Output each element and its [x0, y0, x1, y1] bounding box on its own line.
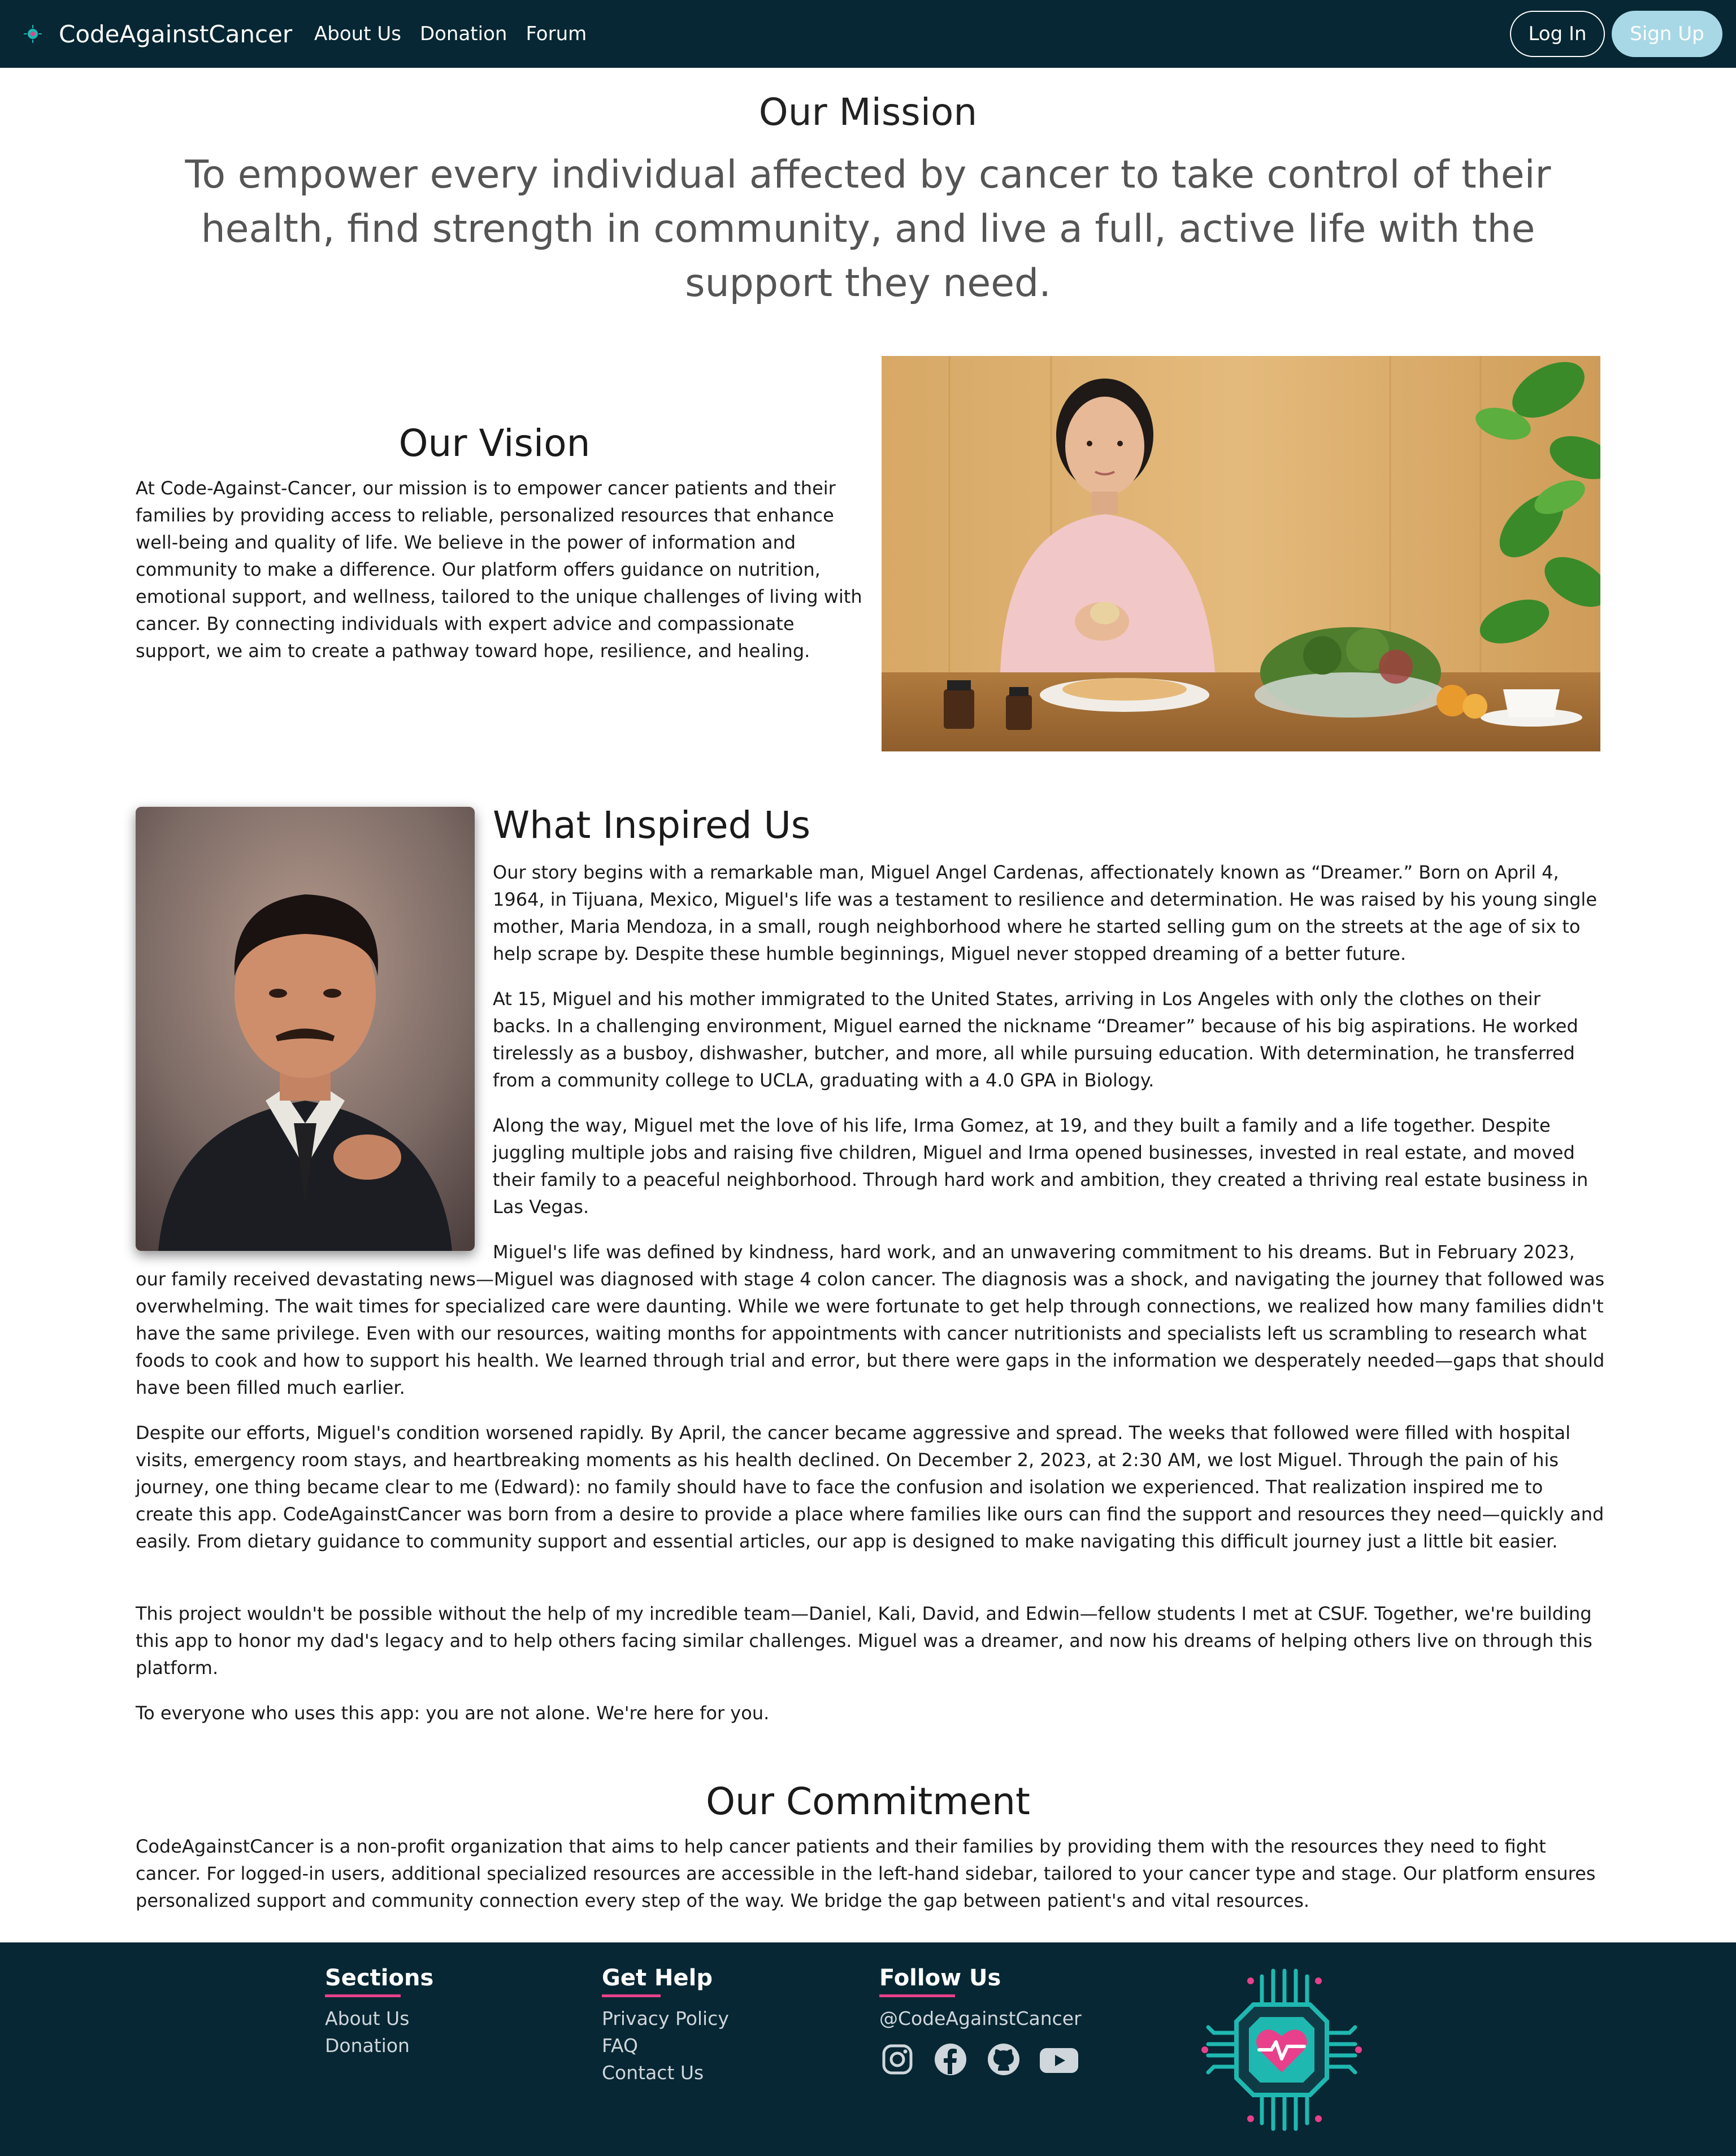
inspired-paragraph: Along the way, Miguel met the love of his life, Irma Gomez, at 19, and they built a family and a life together. Despite juggling multiple jobs and raising five children, Miguel and Irma opened businesses, invested in real estate, and moved their family to a peaceful neighborhood. Through hard work and ambition, they created a thriving real estate business in Las Vegas. [493, 1115, 1589, 1218]
footer-social-handle[interactable]: @CodeAgainstCancer [879, 2007, 1082, 2029]
footer-title-underline [602, 1994, 661, 1997]
mission-statement: To empower every individual affected by cancer to take control of their health, find strength in community, and live a full, active life with the support they need. [185, 153, 1551, 306]
miguel-portrait-photo [136, 807, 475, 1251]
inspired-paragraph: At 15, Miguel and his mother immigrated to the United States, arriving in Los Angeles with only the clothes on their backs. In a challenging environment, Miguel earned the nickname “Dreamer” because of his big aspirations. He worked tirelessly as a busboy, dishwasher, butcher, and more, all while pursuing education. With determination, he transferred from a community college to UCLA, graduating with a 4.0 GPA in Biology. [493, 988, 1578, 1091]
vision-photo-illustration [882, 356, 1600, 751]
youtube-icon[interactable] [1039, 2041, 1079, 2077]
footer-sections-column [325, 1965, 433, 2059]
github-icon[interactable] [986, 2041, 1022, 2077]
commitment-text: CodeAgainstCancer is a non-profit organization that aims to help cancer patients and their families by providing them with the resources they need to fight cancer. For logged-in users, additional specialized resources are accessible in the left-hand sidebar, tailored to your cancer type and stage. Our platform ensures personalized support and community connection every step of the way. We bridge the gap between patient's and vital resources. [136, 1836, 1596, 1911]
commitment-heading: Our Commitment [706, 1780, 1030, 1823]
social-icons-row [879, 2041, 1082, 2077]
footer-help-title: Get Help [602, 1965, 713, 1991]
footer [0, 1942, 1736, 2156]
nav-link-forum[interactable]: Forum [526, 23, 587, 45]
footer-link-faq[interactable]: FAQ [602, 2035, 638, 2057]
footer-follow-title: Follow Us [879, 1965, 1001, 1991]
footer-help-column [602, 1965, 729, 2087]
inspired-paragraph: Miguel's life was defined by kindness, hard work, and an unwavering commitment to his dreams. But in February 2023, our family received devastating news—Miguel was diagnosed with stage 4 colon cancer. The diagnosis was a shock, and navigating the journey that followed was overwhelming. The wait times for specialized care were daunting. While we were fortunate to get help through connections, we realized how many families didn't have the same privilege. Even with our resources, waiting months for appointments with cancer nutritionists and specialists left us scrambling to research what foods to cook and how to support his health. We learned through trial and error, but there were gaps in the information we desperately needed—gaps that should have been filled much earlier. [136, 1241, 1605, 1398]
nav-link-about-us[interactable]: About Us [314, 23, 401, 45]
vision-text: At Code-Against-Cancer, our mission is to empower cancer patients and their families by providing access to reliable, personalized resources that enhance well-being and quality of life. We believe in the power of information and community to make a difference. Our platform offers guidance on nutrition, emotional support, and wellness, tailored to the unique challenges of living with cancer. By connecting individuals with expert advice and compassionate support, we aim to create a pathway toward hope, resilience, and healing. [136, 477, 862, 662]
footer-title-underline [325, 1994, 401, 1997]
inspired-paragraph: Despite our efforts, Miguel's condition worsened rapidly. By April, the cancer became aggressive and spread. The weeks that followed were filled with hospital visits, emergency room stays, and heartbreaking moments as his health declined. On December 2, 2023, at 2:30 AM, we lost Miguel. Through the pain of his journey, one thing became clear to me (Edward): no family should have to face the confusion and isolation we experienced. That realization inspired me to create this app. CodeAgainstCancer was born from a desire to provide a place where families like ours can find the support and resources they need—quickly and easily. From dietary guidance to community support and essential articles, our app is designed to make navigating this difficult journey just a little bit easier. [136, 1422, 1604, 1552]
inspired-paragraph: Our story begins with a remarkable man, Miguel Angel Cardenas, affectionately known as “Dreamer.” Born on April 4, 1964, in Tijuana, Mexico, Miguel's life was a testament to resilience and determination. He was raised by his young single mother, Maria Mendoza, in a small, rough neighborhood where he started selling gum on the streets at the age of six to help scrape by. Despite these humble beginnings, Miguel never stopped dreaming of a better future. [493, 862, 1597, 964]
inspired-paragraph: To everyone who uses this app: you are not alone. We're here for you. [136, 1702, 770, 1724]
brand-name: CodeAgainstCancer [59, 20, 293, 48]
nav-link-donation[interactable]: Donation [419, 23, 507, 45]
vision-heading: Our Vision [398, 421, 591, 465]
footer-link-about-us[interactable]: About Us [325, 2007, 410, 2029]
nav-links [314, 0, 587, 68]
inspired-heading: What Inspired Us [493, 803, 811, 847]
instagram-icon[interactable] [879, 2041, 915, 2077]
portrait-illustration [136, 807, 475, 1251]
brand-logo-icon [21, 23, 44, 45]
login-button[interactable]: Log In [1510, 11, 1605, 57]
facebook-icon[interactable] [932, 2041, 969, 2077]
footer-link-privacy-policy[interactable]: Privacy Policy [602, 2007, 729, 2029]
top-navbar [0, 0, 1736, 68]
vision-photo-woman-with-meal [882, 356, 1600, 751]
footer-title-underline [879, 1994, 955, 1997]
signup-button[interactable]: Sign Up [1612, 11, 1722, 57]
inspired-paragraph: This project wouldn't be possible without the help of my incredible team—Daniel, Kali, David, and Edwin—fellow students I met at CSUF. Together, we're building this app to honor my dad's legacy and to help others facing similar challenges. Miguel was a dreamer, and now his dreams of helping others live on through this platform. [136, 1603, 1592, 1679]
brand-home-link[interactable] [21, 0, 292, 68]
footer-sections-title: Sections [325, 1965, 434, 1991]
mission-heading: Our Mission [758, 90, 978, 134]
footer-link-donation[interactable]: Donation [325, 2035, 410, 2057]
footer-link-contact-us[interactable]: Contact Us [602, 2062, 704, 2084]
codeagainstcancer-chip-logo-icon [1197, 1965, 1366, 2135]
footer-follow-column [879, 1965, 1082, 2077]
